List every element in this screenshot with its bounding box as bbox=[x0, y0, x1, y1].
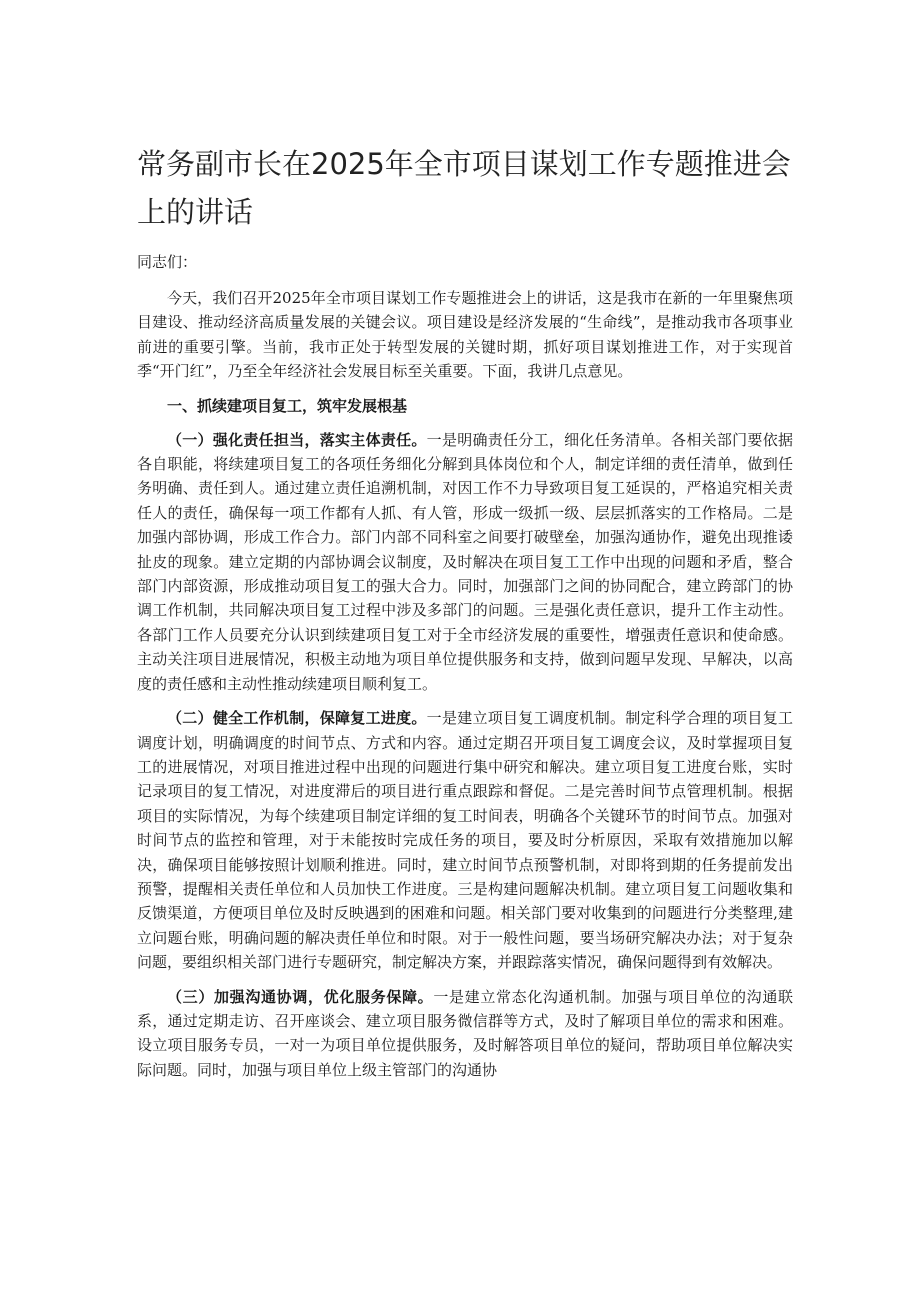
subsection-3-body: 一是建立常态化沟通机制。加强与项目单位的沟通联系，通过定期走访、召开座谈会、建立项目服务微信群等方式，及时了解项目单位的需求和困难。设立项目服务专员，一对一为项目单位提供服务，及时解答项目单位的疑问，帮助项目单位解决实际问题。同时，加强与项目单位上级主管部门的沟通协 bbox=[137, 987, 793, 1079]
salutation: 同志们： bbox=[137, 253, 198, 271]
section-1-heading: 一、抓续建项目复工，筑牢发展根基 bbox=[167, 396, 408, 415]
document-page bbox=[137, 140, 793, 1092]
subsection-2-heading: （二）健全工作机制，保障复工进度。 bbox=[167, 709, 427, 728]
document-title: 常务副市长在2025年全市项目谋划工作专题推进会上的讲话 bbox=[137, 147, 791, 229]
subsection-2-body: 一是建立项目复工调度机制。制定科学合理的项目复工调度计划，明确调度的时间节点、方式和内容。通过定期召开项目复工调度会议，及时掌握项目复工的进展情况，对项目推进过程中出现的问题进行集中研究和解决。建立项目复工进度台账，实时记录项目的复工情况，对进度滞后的项目进行重点跟踪和督促。二是完善时间节点管理机制。根据项目的实际情况，为每个续建项目制定详细的复工时间表，明确各个关键环节的时间节点。加强对时间节点的监控和管理，对于未能按时完成任务的项目，要及时分析原因，采取有效措施加以解决，确保项目能够按照计划顺利推进。同时，建立时间节点预警机制，对即将到期的任务提前发出预警，提醒相关责任单位和人员加快工作进度。三是构建问题解决机制。建立项目复工问题收集和反馈渠道，方便项目单位及时反映遇到的困难和问题。相关部门要对收集到的问题进行分类整理,建立问题台账，明确问题的解决责任单位和时限。对于一般性问题，要当场研究解决办法；对于复杂问题，要组织相关部门进行专题研究，制定解决方案，并跟踪落实情况，确保问题得到有效解决。 bbox=[137, 709, 793, 972]
subsection-3-paragraph bbox=[137, 985, 793, 1083]
subsection-1-heading: （一）强化责任担当，落实主体责任。 bbox=[167, 430, 427, 449]
subsection-2-paragraph bbox=[137, 706, 793, 974]
subsection-1-paragraph bbox=[137, 428, 793, 696]
subsection-3-heading: （三）加强沟通协调，优化服务保障。 bbox=[167, 987, 434, 1006]
intro-paragraph: 今天，我们召开2025年全市项目谋划工作专题推进会上的讲话，这是我市在新的一年里聚焦项目建设、推动经济高质量发展的关键会议。项目建设是经济发展的“生命线”，是推动我市各项事业前进的重要引擎。当前，我市正处于转型发展的关键时期，抓好项目谋划推进工作，对于实现首季“开门红”，乃至全年经济社会发展目标至关重要。下面，我讲几点意见。 bbox=[137, 289, 793, 381]
subsection-1-body: 一是明确责任分工，细化任务清单。各相关部门要依据各自职能，将续建项目复工的各项任务细化分解到具体岗位和个人，制定详细的责任清单，做到任务明确、责任到人。通过建立责任追溯机制，对因工作不力导致项目复工延误的，严格追究相关责任人的责任，确保每一项工作都有人抓、有人管，形成一级抓一级、层层抓落实的工作格局。二是加强内部协调，形成工作合力。部门内部不同科室之间要打破壁垒，加强沟通协作，避免出现推诿扯皮的现象。建立定期的内部协调会议制度，及时解决在项目复工工作中出现的问题和矛盾，整合部门内部资源，形成推动项目复工的强大合力。同时，加强部门之间的协同配合，建立跨部门的协调工作机制，共同解决项目复工过程中涉及多部门的问题。三是强化责任意识，提升工作主动性。各部门工作人员要充分认识到续建项目复工对于全市经济发展的重要性，增强责任意识和使命感。主动关注项目进展情况，积极主动地为项目单位提供服务和支持，做到问题早发现、早解决，以高度的责任感和主动性推动续建项目顺利复工。 bbox=[137, 430, 793, 693]
